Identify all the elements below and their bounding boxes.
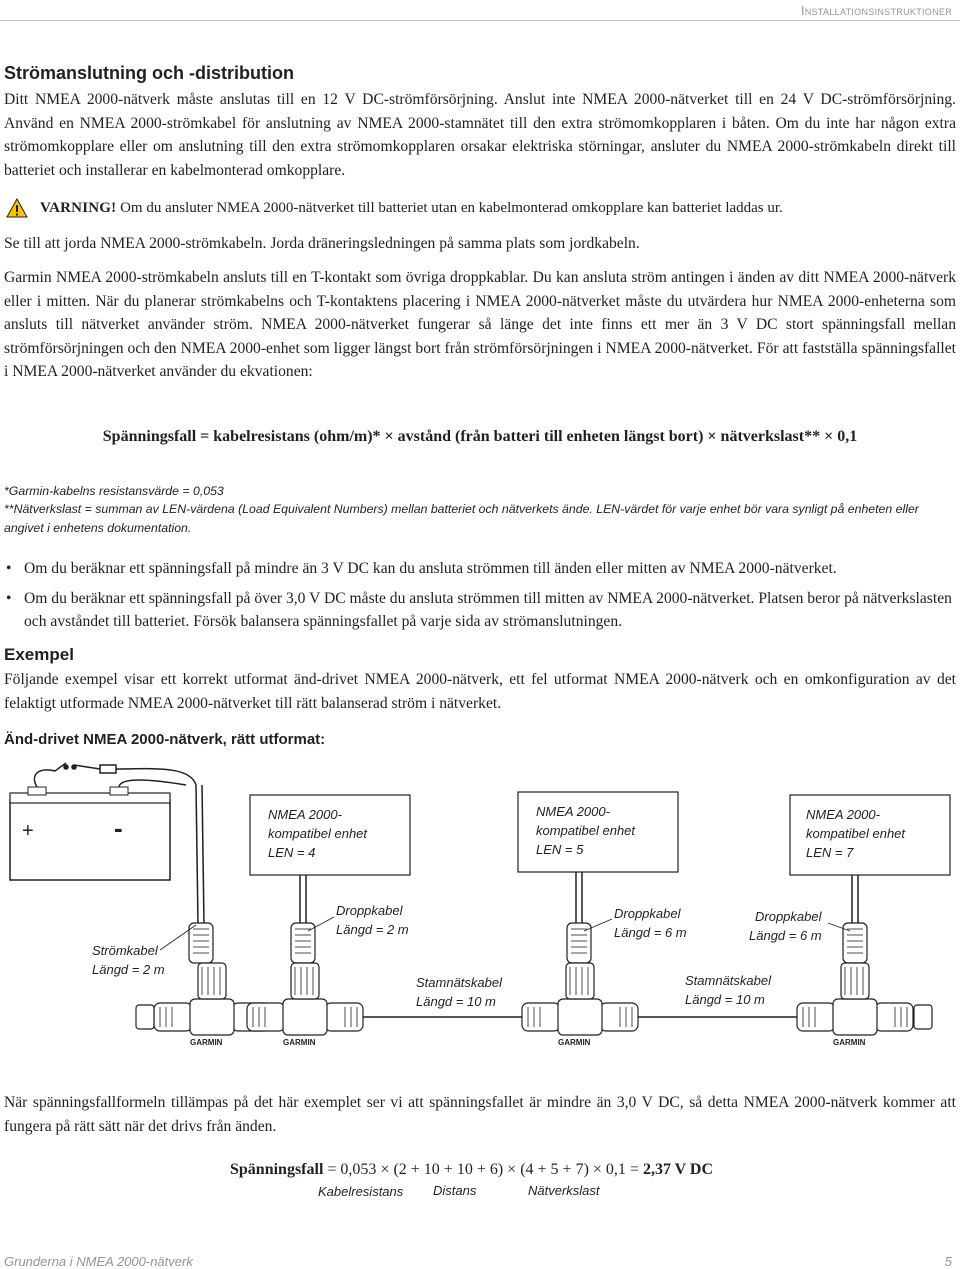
battery <box>10 787 170 880</box>
label-line: Längd = 6 m <box>749 928 822 943</box>
drop-cable-label <box>584 906 687 940</box>
result-paragraph: När spänningsfallformeln tillämpas på det här exemplet ser vi att spänningsfallet är mindre än 3,0 V DC, så detta NMEA 2000-nätverk kommer att fungera på rätt sätt när det drivs från änden. <box>4 1094 956 1135</box>
device-box <box>518 792 678 872</box>
network-diagram <box>0 755 960 1075</box>
section-title: Strömanslutning och -distribution <box>4 63 294 83</box>
terminator-right <box>914 1005 932 1029</box>
device-line: NMEA 2000- <box>806 807 880 822</box>
device-line: LEN = 4 <box>268 845 316 860</box>
intro-paragraph: Ditt NMEA 2000-nätverk måste anslutas till en 12 V DC-strömförsörjning. Anslut inte NMEA 2000-nätverket till en 24 V DC-strömförsörjning. Använd en NMEA 2000-strömkabel för anslutning av NMEA 2000-stamnätet till den extra strömomkopplaren i båten. Om du inte har någon extra strömomkopplare eller om anslutning till den extra strömomkopplaren orsakar elektriska störningar, ansluter du NMEA 2000-strömkabeln direkt till batteriet och installerar en kabelmonterad omkopplare. <box>4 91 956 179</box>
formula-label: Spänningsfall <box>230 1161 324 1178</box>
result-formula <box>230 1161 713 1179</box>
brand-label: GARMIN <box>558 1038 591 1047</box>
power-drop-connector <box>189 923 213 963</box>
bullet-list <box>0 557 956 640</box>
label-line: Strömkabel <box>92 943 158 958</box>
drop-cable <box>291 875 315 963</box>
battery-minus: - <box>114 813 123 843</box>
ground-paragraph: Se till att jorda NMEA 2000-strömkabeln. Jorda dräneringsledningen på samma plats som jordkabeln. <box>4 235 640 252</box>
diagram-title: Änd-drivet NMEA 2000-nätverk, rätt utformat: <box>4 731 326 748</box>
bullet-item: • Om du beräknar ett spänningsfall på mindre än 3 V DC kan du ansluta strömmen till änden eller mitten av NMEA 2000-nätverket. <box>0 557 956 581</box>
device-line: NMEA 2000- <box>268 807 342 822</box>
warning-line <box>40 200 783 217</box>
example-title: Exempel <box>4 645 74 664</box>
running-header: Installationsinstruktioner <box>801 4 952 18</box>
bullet-item: • Om du beräknar ett spänningsfall på över 3,0 V DC måste du ansluta strömmen till mitten av NMEA 2000-nätverket. Platsen beror på nätverkslasten och avståndet till batteriet. Försök balansera spänningsfallet på varje sida av strömanslutningen. <box>0 587 956 634</box>
load-note: **Nätverkslast = summan av LEN-värdena (Load Equivalent Numbers) mellan batteriet och nätverkets ände. LEN-värdet för varje enhet bör vara synligt på enheten eller angivet i enhetens dokumentation. <box>4 502 919 535</box>
formula-result: 2,37 V DC <box>642 1161 714 1178</box>
drop-cable-label <box>308 903 409 937</box>
formula-expression: = 0,053 × (2 + 10 + 10 + 6) × (4 + 5 + 7) × 0,1 = <box>327 1161 639 1178</box>
warning-icon <box>6 198 28 218</box>
device-line: LEN = 7 <box>806 845 854 860</box>
device-box <box>790 795 950 875</box>
warning-label: VARNING! <box>40 200 117 216</box>
brand-label: GARMIN <box>833 1038 866 1047</box>
warning-text: Om du ansluter NMEA 2000-nätverket till batteriet utan en kabelmonterad omkopplare kan batteriet laddas ur. <box>120 200 783 216</box>
device-box <box>250 795 410 875</box>
backbone-cable-label <box>685 973 772 1007</box>
backbone-cable-label <box>416 975 503 1009</box>
legend-resistance: Kabelresistans <box>318 1184 404 1199</box>
label-line: Längd = 6 m <box>614 925 687 940</box>
device-line: kompatibel enhet <box>536 823 636 838</box>
t-connector <box>522 963 638 1047</box>
t-connector <box>247 963 363 1047</box>
drop-cable-label <box>749 909 850 943</box>
battery-plus: + <box>22 820 34 842</box>
page-number: 5 <box>944 1254 952 1269</box>
terminator-left <box>136 1005 154 1029</box>
resistance-note: *Garmin-kabelns resistansvärde = 0,053 <box>4 484 224 498</box>
brand-label: GARMIN <box>190 1038 223 1047</box>
label-line: Stamnätskabel <box>685 973 771 988</box>
label-line: Droppkabel <box>755 909 822 924</box>
header-rule <box>0 20 960 21</box>
device-line: kompatibel enhet <box>268 826 368 841</box>
power-cable-label <box>92 925 196 977</box>
device-line: LEN = 5 <box>536 842 584 857</box>
label-line: Stamnätskabel <box>416 975 502 990</box>
label-line: Längd = 10 m <box>416 994 496 1009</box>
example-paragraph: Följande exempel visar ett korrekt utformat änd-drivet NMEA 2000-nätverk, ett fel utformat NMEA 2000-nätverk och en omkonfiguration av det felaktigt utformade NMEA 2000-nätverket till rätt balanserad ström i nätverket. <box>4 671 956 712</box>
brand-label: GARMIN <box>283 1038 316 1047</box>
legend-load: Nätverkslast <box>528 1183 600 1198</box>
label-line: Längd = 2 m <box>336 922 409 937</box>
label-line: Droppkabel <box>614 906 681 921</box>
device-line: kompatibel enhet <box>806 826 906 841</box>
label-line: Droppkabel <box>336 903 403 918</box>
drop-cable <box>843 875 867 963</box>
footer-title: Grunderna i NMEA 2000-nätverk <box>4 1254 193 1269</box>
t-connector <box>797 963 913 1047</box>
label-line: Längd = 2 m <box>92 962 165 977</box>
device-line: NMEA 2000- <box>536 804 610 819</box>
voltage-drop-equation: Spänningsfall = kabelresistans (ohm/m)* × avstånd (från batteri till enheten längst bort) × nätverkslast** × 0,1 <box>102 428 858 445</box>
drop-cable <box>567 872 591 963</box>
power-paragraph: Garmin NMEA 2000-strömkabeln ansluts till en T-kontakt som övriga droppkablar. Du kan ansluta ström antingen i änden av ditt NMEA 2000-nätverk eller i mitten. När du planerar strömkabelns och T-kontaktens placering i NMEA 2000-nätverket måste du utvärdera hur NMEA 2000-enheterna som ansluts till nätverket använder ström. NMEA 2000-nätverket fungerar så länge det inte finns ett mer än 3 V DC stort spänningsfall mellan strömförsörjningen och den NMEA 2000-enhet som ligger längst bort från strömförsörjningen i NMEA 2000-nätverket. För att fastställa spänningsfallet i NMEA 2000-nätverket använder du ekvationen: <box>4 269 956 380</box>
label-line: Längd = 10 m <box>685 992 765 1007</box>
legend-distance: Distans <box>433 1183 477 1198</box>
